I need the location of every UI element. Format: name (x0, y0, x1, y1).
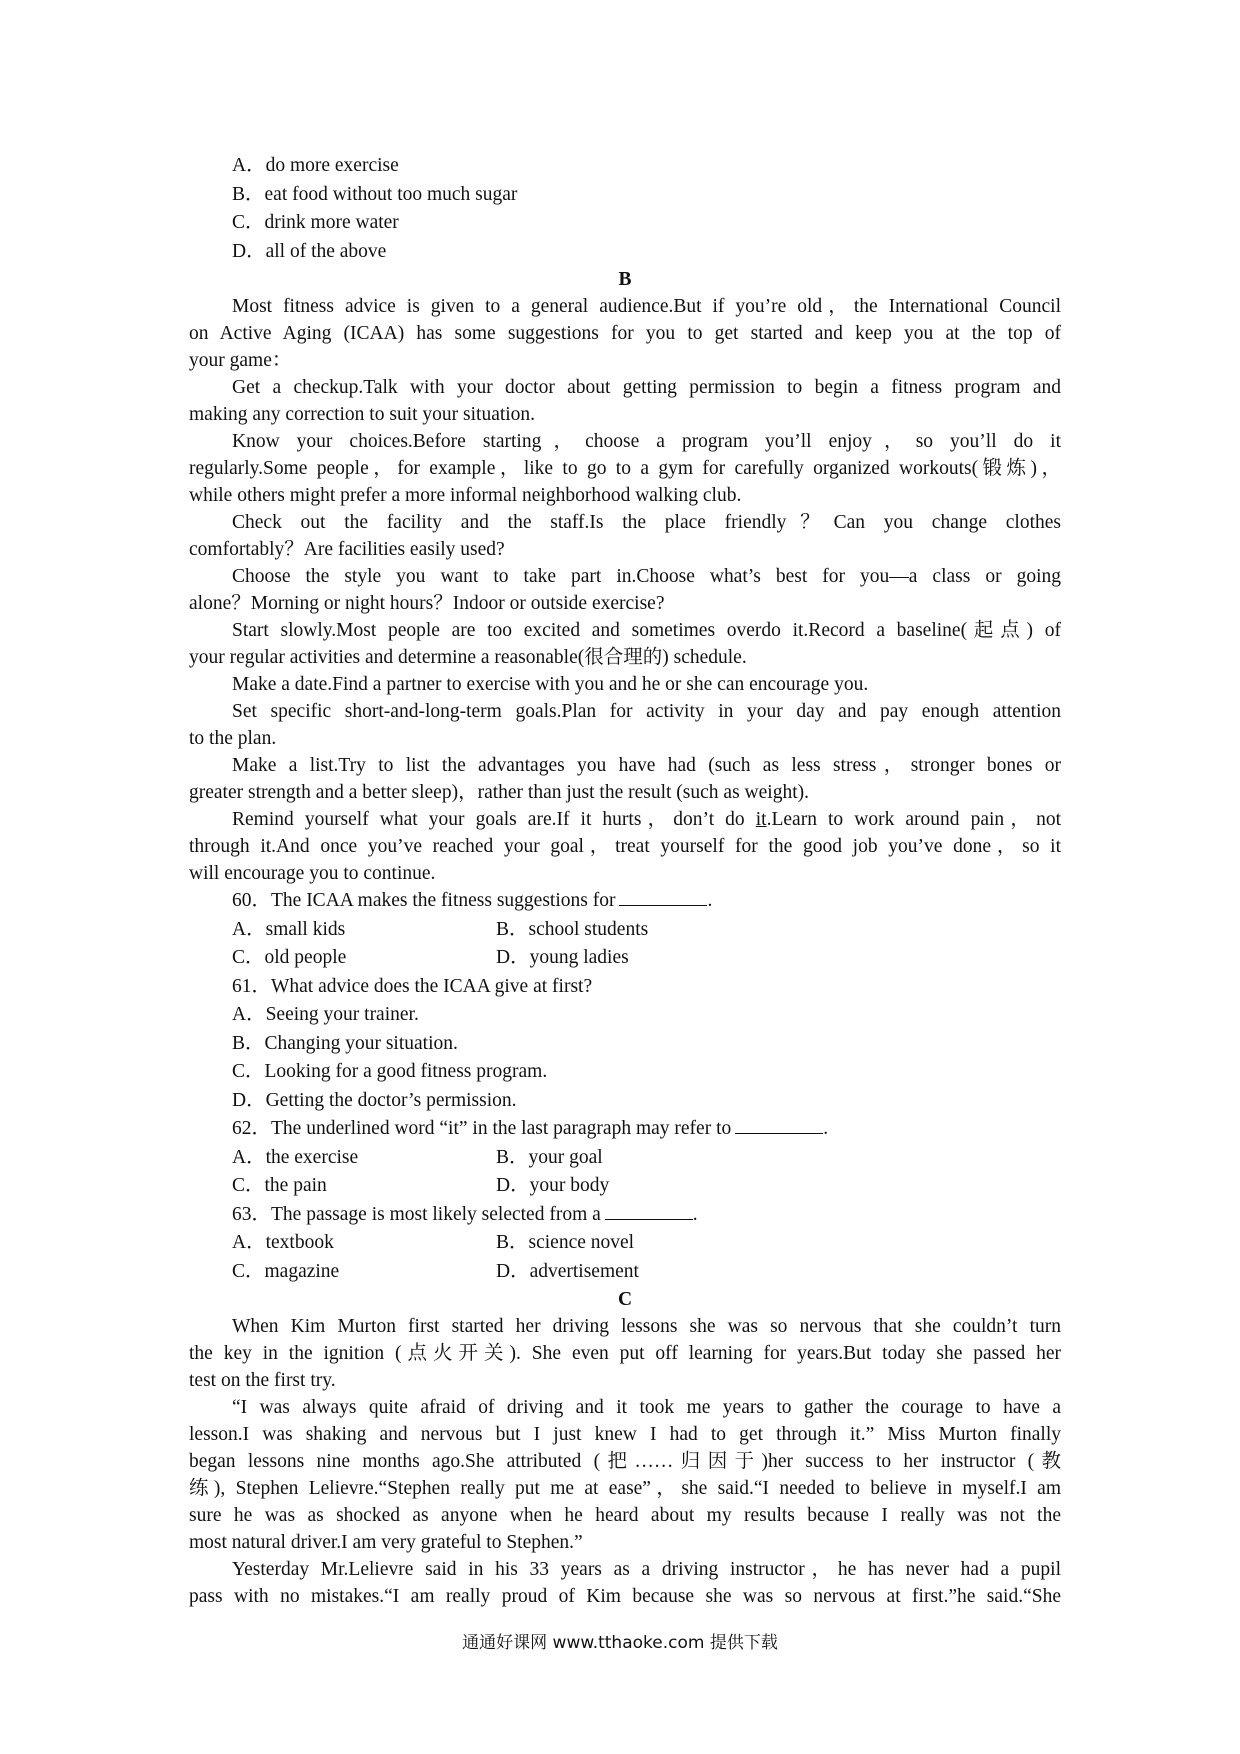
option-a: A．the exercise (232, 1146, 359, 1168)
passage-line: Set specific short-and-long-term goals.Plan for activity in your day and pay enough attention (232, 701, 1061, 722)
remind-pre: Remind yourself what your goals are.If it hurts，don’t do (232, 809, 756, 830)
passage-line: Check out the facility and the staff.Is the place friendly？Can you change clothes (232, 512, 1061, 533)
section-b-remind-line (189, 806, 1061, 833)
option-a: A．Seeing your trainer. (232, 1004, 419, 1025)
passage-line: will encourage you to continue. (189, 863, 436, 884)
question-63 (189, 1201, 1061, 1287)
passage-line: making any correction to suit your situation. (189, 404, 536, 425)
options-row (189, 944, 1061, 973)
passage-line: Make a date.Find a partner to exercise with you and he or she can encourage you. (232, 674, 869, 695)
passage-line: began lessons nine months ago.She attributed (把……归因于)her success to her instructor (教 (189, 1451, 1061, 1472)
passage-line: comfortably？Are facilities easily used? (189, 539, 505, 560)
passage-line: to the plan. (189, 728, 277, 749)
passage-line: the key in the ignition (点火开关). She even put off learning for years.But today she passed her (189, 1343, 1061, 1364)
option-c: C．Looking for a good fitness program. (232, 1061, 548, 1082)
option-c: C．old people (232, 947, 347, 968)
question-61-stem: 61．What advice does the ICAA give at first? (232, 975, 593, 997)
passage-line: through it.And once you’ve reached your goal，treat yourself for the good job you’ve done，so it (189, 836, 1061, 857)
underlined-it: it (755, 809, 767, 830)
passage-line: most natural driver.I am very grateful to Stephen.” (189, 1532, 583, 1553)
passage-line: pass with no mistakes.“I am really proud of Kim because she was so nervous at first.”he said.“She (189, 1586, 1061, 1607)
passage-line: alone？Morning or night hours？Indoor or outside exercise? (189, 593, 665, 614)
section-b-title: B (618, 269, 632, 290)
passage-line: Start slowly.Most people are too excited and sometimes overdo it.Record a baseline(起点) of (232, 620, 1061, 641)
question-options-top (189, 152, 1061, 266)
option-b: B．science novel (496, 1232, 635, 1253)
stem-end: . (692, 1203, 698, 1225)
answer-blank (735, 1117, 823, 1134)
passage-line: on Active Aging (ICAA) has some suggestions for you to get started and keep you at the top of (189, 323, 1061, 344)
stem-text: 62．The underlined word “it” in the last paragraph may refer to (232, 1118, 732, 1139)
passage-line: while others might prefer a more informal neighborhood walking club. (189, 485, 742, 506)
stem-text: 60．The ICAA makes the fitness suggestions for (232, 890, 616, 911)
option-b: B．eat food without too much sugar (232, 183, 518, 205)
options-row (189, 1229, 1061, 1258)
passage-line: greater strength and a better sleep)，rather than just the result (such as weight). (189, 782, 809, 803)
option-d: D．young ladies (496, 947, 629, 968)
option-b: B．school students (496, 918, 649, 940)
passage-line: your regular activities and determine a reasonable(很合理的) schedule. (189, 647, 747, 668)
option-a: A．do more exercise (232, 155, 399, 176)
answer-blank (605, 1203, 693, 1220)
options-row (189, 1144, 1061, 1173)
passage-line: 练), Stephen Lelievre.“Stephen really put me at ease”，she said.“I needed to believe in myself.I am (189, 1478, 1061, 1499)
option-b: B．Changing your situation. (232, 1032, 458, 1054)
passage-line: “I was always quite afraid of driving and it took me years to gather the courage to have a (232, 1397, 1061, 1418)
stem-end: . (707, 890, 713, 911)
option-d: D．all of the above (232, 240, 387, 262)
option-d: D．advertisement (496, 1260, 639, 1282)
section-c-passage (189, 1313, 1061, 1610)
option-d: D．Getting the doctor’s permission. (232, 1089, 517, 1111)
stem-text: 63．The passage is most likely selected from a (232, 1203, 601, 1225)
option-d: D．your body (496, 1175, 610, 1196)
options-row (189, 1258, 1061, 1287)
option-b: B．your goal (496, 1146, 603, 1168)
question-60 (189, 887, 1061, 973)
passage-line: test on the first try. (189, 1370, 336, 1391)
passage-line: Most fitness advice is given to a general audience.But if you’re old，the International Council (232, 296, 1061, 317)
question-62 (189, 1115, 1061, 1201)
passage-line: Know your choices.Before starting，choose a program you’ll enjoy，so you’ll do it (232, 431, 1061, 452)
passage-line: sure he was as shocked as anyone when he heard about my results because I really was not the (189, 1505, 1061, 1526)
passage-line: Choose the style you want to take part in.Choose what’s best for you—a class or going (232, 566, 1061, 587)
passage-line: Make a list.Try to list the advantages you have had (such as less stress，stronger bones or (232, 755, 1061, 776)
option-a: A．small kids (232, 918, 346, 940)
section-c-title: C (617, 1289, 633, 1310)
passage-line: regularly.Some people，for example，like to go to a gym for carefully organized workouts(锻炼)， (189, 458, 1061, 479)
answer-blank (619, 889, 707, 906)
passage-line: Get a checkup.Talk with your doctor about getting permission to begin a fitness program and (232, 377, 1061, 398)
section-b-passage-end (189, 833, 1061, 887)
passage-line: When Kim Murton first started her driving lessons she was so nervous that she couldn’t turn (232, 1316, 1061, 1337)
stem-end: . (823, 1118, 829, 1139)
question-62-stem (189, 1115, 1061, 1144)
question-60-stem (189, 887, 1061, 916)
remind-post: .Learn to work around pain，not (766, 809, 1061, 830)
section-b-passage (189, 293, 1061, 806)
passage-line: your game： (189, 350, 292, 371)
page-footer: 通通好课网 www.tthaoke.com 提供下载 (462, 1633, 778, 1653)
options-row (189, 916, 1061, 945)
options-row (189, 1172, 1061, 1201)
question-61 (189, 973, 1061, 1116)
option-c: C．magazine (232, 1260, 340, 1282)
option-c: C．drink more water (232, 212, 399, 233)
option-c: C．the pain (232, 1175, 327, 1196)
passage-line: Yesterday Mr.Lelievre said in his 33 years as a driving instructor，he has never had a pupil (232, 1559, 1061, 1580)
passage-line: lesson.I was shaking and nervous but I just knew I had to get through it.” Miss Murton finally (189, 1424, 1061, 1445)
option-a: A．textbook (232, 1232, 334, 1253)
question-63-stem (189, 1201, 1061, 1230)
page-content (189, 152, 1061, 1610)
